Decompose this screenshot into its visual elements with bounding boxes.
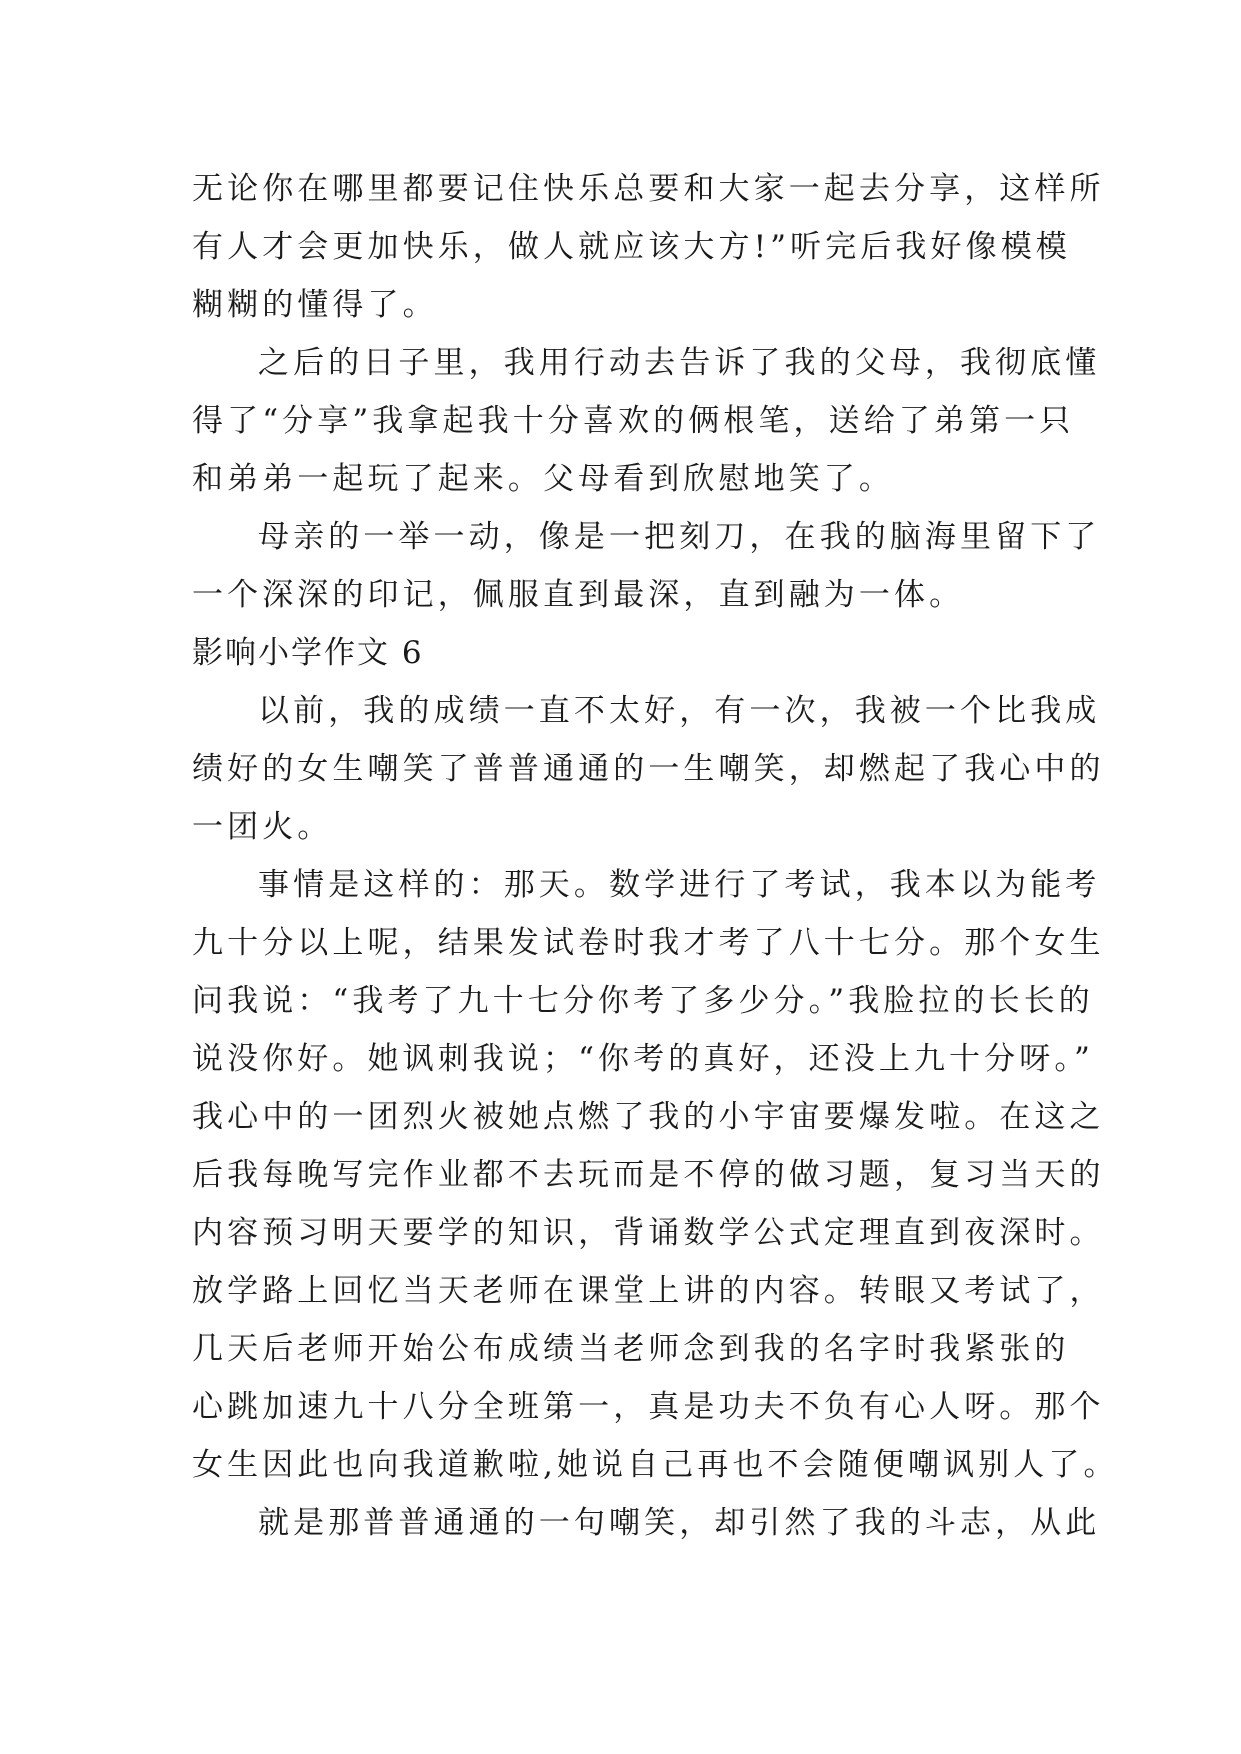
text-line: 母亲的一举一动，像是一把刻刀，在我的脑海里留下了 [258, 519, 1101, 555]
text-line: 和弟弟一起玩了起来。父母看到欣慰地笑了。 [192, 461, 894, 497]
document-body [192, 160, 1119, 1552]
paragraph [192, 1494, 1101, 1552]
text-line: 以前，我的成绩一直不太好，有一次，我被一个比我成 [258, 693, 1101, 729]
text-line: 一团火。 [192, 809, 333, 845]
paragraph [192, 682, 1105, 856]
text-line: 说没你好。她讽刺我说；“你考的真好，还没上九十分呀。” [192, 1041, 1094, 1077]
heading-text: 影响小学作文 6 [192, 635, 424, 671]
text-line: 心跳加速九十八分全班第一，真是功夫不负有心人呀。那个 [192, 1389, 1105, 1425]
paragraph [192, 856, 1119, 1494]
text-line: 放学路上回忆当天老师在课堂上讲的内容。转眼又考试了， [192, 1273, 1105, 1309]
text-line: 女生因此也向我道歉啦,她说自己再也不会随便嘲讽别人了。 [192, 1447, 1119, 1483]
text-line: 问我说：“我考了九十七分你考了多少分。”我脸拉的长长的 [192, 983, 1094, 1019]
text-line: 就是那普普通通的一句嘲笑，却引然了我的斗志，从此 [258, 1505, 1101, 1541]
text-line: 无论你在哪里都要记住快乐总要和大家一起去分享，这样所 [192, 171, 1105, 207]
text-line: 绩好的女生嘲笑了普普通通的一生嘲笑，却燃起了我心中的 [192, 751, 1105, 787]
text-line: 之后的日子里，我用行动去告诉了我的父母，我彻底懂 [258, 345, 1101, 381]
text-line: 糊糊的懂得了。 [192, 287, 438, 323]
text-line: 得了“分享”我拿起我十分喜欢的俩根笔，送给了弟第一只 [192, 403, 1075, 439]
text-line: 后我每晚写完作业都不去玩而是不停的做习题，复习当天的 [192, 1157, 1105, 1193]
text-line: 事情是这样的：那天。数学进行了考试，我本以为能考 [258, 867, 1101, 903]
paragraph [192, 508, 1101, 624]
paragraph [192, 160, 1105, 334]
text-line: 几天后老师开始公布成绩当老师念到我的名字时我紧张的 [192, 1331, 1070, 1367]
paragraph [192, 334, 1101, 508]
text-line: 一个深深的印记，佩服直到最深，直到融为一体。 [192, 577, 965, 613]
text-line: 我心中的一团烈火被她点燃了我的小宇宙要爆发啦。在这之 [192, 1099, 1105, 1135]
text-line: 内容预习明天要学的知识，背诵数学公式定理直到夜深时。 [192, 1215, 1105, 1251]
text-line: 九十分以上呢，结果发试卷时我才考了八十七分。那个女生 [192, 925, 1105, 961]
text-line: 有人才会更加快乐，做人就应该大方!”听完后我好像模模 [192, 229, 1071, 265]
section-heading [192, 624, 1054, 682]
